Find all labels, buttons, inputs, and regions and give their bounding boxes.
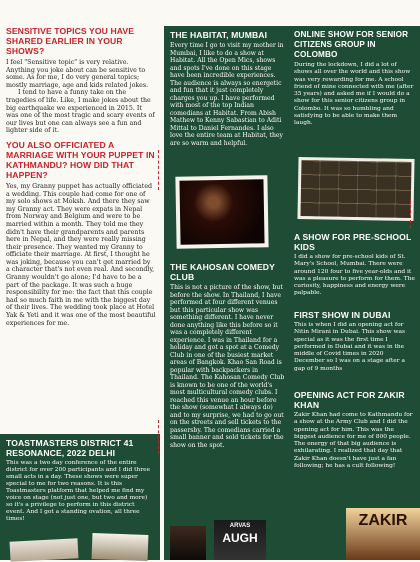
toastmasters-heading: TOASTMASTERS DISTRICT 41 RESONANCE, 2022 DELHI bbox=[6, 438, 134, 458]
toastmasters-photo-2 bbox=[92, 533, 149, 561]
dotted-connector-icon bbox=[410, 200, 411, 228]
habitat-text: Every time I go to visit my mother in Mumbai, I like to do a show at Habitat. All the Open Mics, shows and spots I've done on this stage have been incredible experiences. The audience is always so energetic and fun that it just completely charges you up. I have performed with most of the top Indian comedians at Habitat. From Abish Mathew to Kenny Sabastian to Aditi Mittal to Daniel Fernandes. I also love the entire team at Habitat, they are so warm and helpful. bbox=[170, 42, 284, 147]
preschool-text: I did a show for pre-school kids of St. Mary's School, Mumbai. There were around 120 four to five year-olds and it was a pleasure to perform for them. The curiosity, happiness and energy were palpable. bbox=[294, 254, 415, 297]
sensitive-topics-p1: I feel "Sensitive topic" is very relative. Anything you joke about can be sensitive to some. As for me, I do very general topics; mostly marriage, age and kids related jokes. bbox=[6, 59, 149, 89]
zakir-poster-text: ZAKIR bbox=[358, 512, 408, 529]
preschool-block bbox=[294, 232, 416, 312]
online-show-text: During the lockdown, I did a lot of shows all over the world and this show was very rewarding for me. A school friend of mine connected with me (after 35 years) and asked me if I would do a show for this senior citizens group in Colombo. It was so humbling and satisfying to be able to make them laugh. bbox=[294, 62, 414, 127]
zakir-photo bbox=[346, 508, 420, 560]
zakir-heading: OPENING ACT FOR ZAKIR KHAN bbox=[294, 390, 405, 410]
habitat-heading: THE HABITAT, MUMBAI bbox=[170, 30, 268, 40]
kahosan-photo bbox=[214, 520, 266, 560]
poster-line1: ARVAS bbox=[229, 523, 251, 529]
kahosan-heading: THE KAHOSAN COMEDY CLUB bbox=[170, 262, 275, 282]
dotted-connector-icon bbox=[158, 150, 159, 190]
kahosan-text: This is not a picture of the show, but before the show. In Thailand, I have performed at four different venues but this particular show was something different. I have never done anything like this before so it was a completely different experience. I was in Thailand for a holiday and got a spot at a Comedy Club in one of the busiest market areas of Bangkok. Khao San Road is popular with backpackers in Thailand. The Kahosan Comedy Club is known to be one of the world's most multicultural comedy clubs. I reached this venue an hour before the show (somewhat I always do) and to my surprise, we had to go out on the streets and sell tickets to the passersby. The comedians carried a small banner and sold tickets for the show on the spot. bbox=[170, 284, 285, 449]
preschool-heading: A SHOW FOR PRE-SCHOOL KIDS bbox=[294, 232, 412, 252]
zakir-block bbox=[294, 390, 416, 490]
kahosan-photo-side bbox=[170, 526, 206, 560]
kahosan-block bbox=[170, 262, 286, 522]
dubai-heading: FIRST SHOW IN DUBAI bbox=[294, 310, 391, 320]
puppet-wedding-heading: YOU ALSO OFFICIATED A MARRIAGE WITH YOUR PUPPET IN KATHMANDU? HOW DID THAT HAPPEN? bbox=[6, 139, 155, 180]
poster-line2: AUGH bbox=[222, 531, 258, 545]
dubai-block bbox=[294, 310, 416, 390]
toastmasters-photo bbox=[10, 538, 79, 562]
sensitive-topics-heading: SENSITIVE TOPICS YOU HAVE SHARED EARLIER IN YOUR SHOWS? bbox=[6, 26, 135, 56]
puppet-wedding-text: Yes, my Granny puppet has actually officiated a wedding. This couple had come for one of my solo shows at Moksh. And there they saw my Granny act. They were expats in Nepal from Norway and Belgium and were to be married within a month. They told me they didn't have their grandparents and parents here in Nepal, and they were really missing their presence. They wanted my Granny to officiate their marriage. At first, I thought he was joking, because you can't get married by a character that's not even real. And secondly, Granny wouldn't go alone; I'd have to be a part of the package. It was such a huge responsibility for me: the fact that this couple had so much faith in me with the biggest day of their lives. The wedding took place at Hotel Yak & Yeti and it was one of the most beautiful experiences for me. bbox=[6, 182, 156, 327]
online-show-photo bbox=[297, 157, 414, 221]
online-show-heading: ONLINE SHOW FOR SENIOR CITIZENS GROUP IN COLOMBO bbox=[294, 30, 409, 59]
toastmasters-text: This was a two day conference of the entire district for over 200 participants and I did three small acts in a day. These shows were super special to me for two reasons. It is this Toastmasters platform that helped me find my voice on stage (not just one, but two and more) so it's a privilege to perform in this district event. And I got a standing ovation, all three times! bbox=[6, 460, 151, 522]
habitat-photo bbox=[175, 175, 268, 249]
dubai-text: This is when I did an opening act for Nitin Mirani in Dubai. This show was special as it was the first time I performed in Dubai and it was in the middle of Covid times in 2020 December so I was on a stage after a gap of 9 months bbox=[294, 322, 406, 372]
dotted-connector-icon bbox=[158, 420, 159, 454]
column-left bbox=[6, 26, 156, 436]
sensitive-topics-p2: I tend to have a funny take on the tragedies of life. Like, I make jokes about the big earthquake we experienced in 2015. It was one of the most tragic and scary events of our lives but one can always see a fun and lighter side of it. bbox=[6, 89, 155, 135]
zakir-text: Zakir Khan had come to Kathmandu for a show at the Army Club and I did the opening act for him. This was the biggest audience for me of 800 people. The energy of that big audience is exhilarating. I realized that day that Zakir Khan doesn't have just a fan following; he has a cult following! bbox=[294, 412, 413, 470]
toastmasters-panel bbox=[0, 434, 160, 560]
